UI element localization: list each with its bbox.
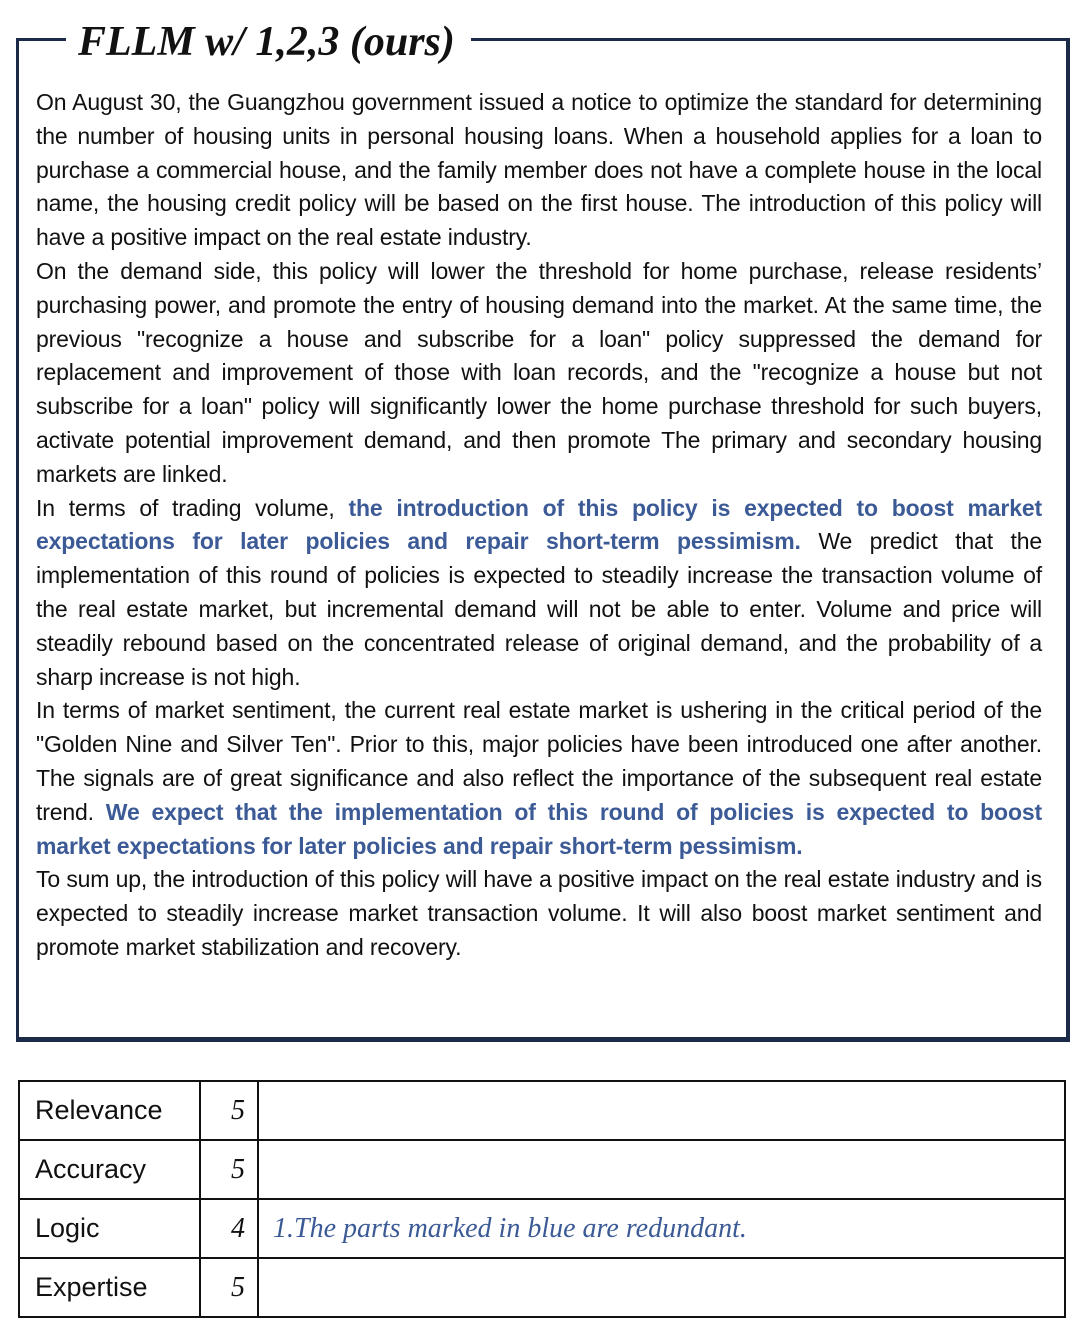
highlighted-redundant-text: We expect that the implementation of this round of policies is expected to boost market expectations for later policies and repair short-term pessimism. [36,798,1042,859]
score-row-relevance [19,1081,1065,1140]
paragraph-market-sentiment [36,694,1042,863]
criterion-label: Relevance [19,1081,200,1140]
paragraph-summary [36,863,1042,964]
response-text [36,86,1042,965]
criterion-label: Logic [19,1199,200,1258]
text-span: On the demand side, this policy will lower the threshold for home purchase, release residents’ purchasing power, and promote the entry of housing demand into the market. At the same time, the previous "recognize a house and subscribe for a loan" policy suppressed the demand for replacement and improvement of those with loan records, and the "recognize a house but not subscribe for a loan" policy will significantly lower the home purchase threshold for such buyers, activate potential improvement demand, and then promote The primary and secondary housing markets are linked. [36,257,1042,487]
criterion-comment [258,1258,1065,1317]
criterion-comment [258,1081,1065,1140]
criterion-score: 5 [200,1081,258,1140]
criterion-label: Expertise [19,1258,200,1317]
text-span: In terms of trading volume, [36,494,349,521]
score-table [18,1080,1066,1318]
criterion-score: 5 [200,1258,258,1317]
score-row-expertise [19,1258,1065,1317]
text-span: On August 30, the Guangzhou government issued a notice to optimize the standard for determining the number of housing units in personal housing loans. When a household applies for a loan to purchase a commercial house, and the family member does not have a complete house in the local name, the housing credit policy will be based on the first house. The introduction of this policy will have a positive impact on the real estate industry. [36,89,1042,251]
criterion-comment [258,1140,1065,1199]
text-span: In terms of market sentiment, the current real estate market is ushering in the critical period of the "Golden Nine and Silver Ten". Prior to this, major policies have been introduced one after another. The signals are of great significance and also reflect the importance of the subsequent real estate trend. [36,697,1042,825]
score-row-accuracy [19,1140,1065,1199]
score-row-logic [19,1199,1065,1258]
criterion-score: 4 [200,1199,258,1258]
text-span: We predict that the implementation of this round of policies is expected to steadily increase the transaction volume of the real estate market, but incremental demand will not be able to enter. Volume and price will steadily rebound based on the concentrated release of original demand, and the probability of a sharp increase is not high. [36,528,1042,690]
criterion-label: Accuracy [19,1140,200,1199]
text-span: To sum up, the introduction of this policy will have a positive impact on the real estate industry and is expected to steadily increase market transaction volume. It will also boost market sentiment and promote market stabilization and recovery. [36,866,1042,960]
paragraph-trading-volume [36,492,1042,695]
criterion-comment: 1.The parts marked in blue are redundant. [258,1199,1065,1258]
model-title: FLLM w/ 1,2,3 (ours) [66,14,471,70]
highlighted-redundant-text: the introduction of this policy is expected to boost market expectations for later policies and repair short-term pessimism. [36,494,1042,555]
criterion-score: 5 [200,1140,258,1199]
paragraph-demand-side [36,255,1042,492]
paragraph-intro [36,86,1042,255]
